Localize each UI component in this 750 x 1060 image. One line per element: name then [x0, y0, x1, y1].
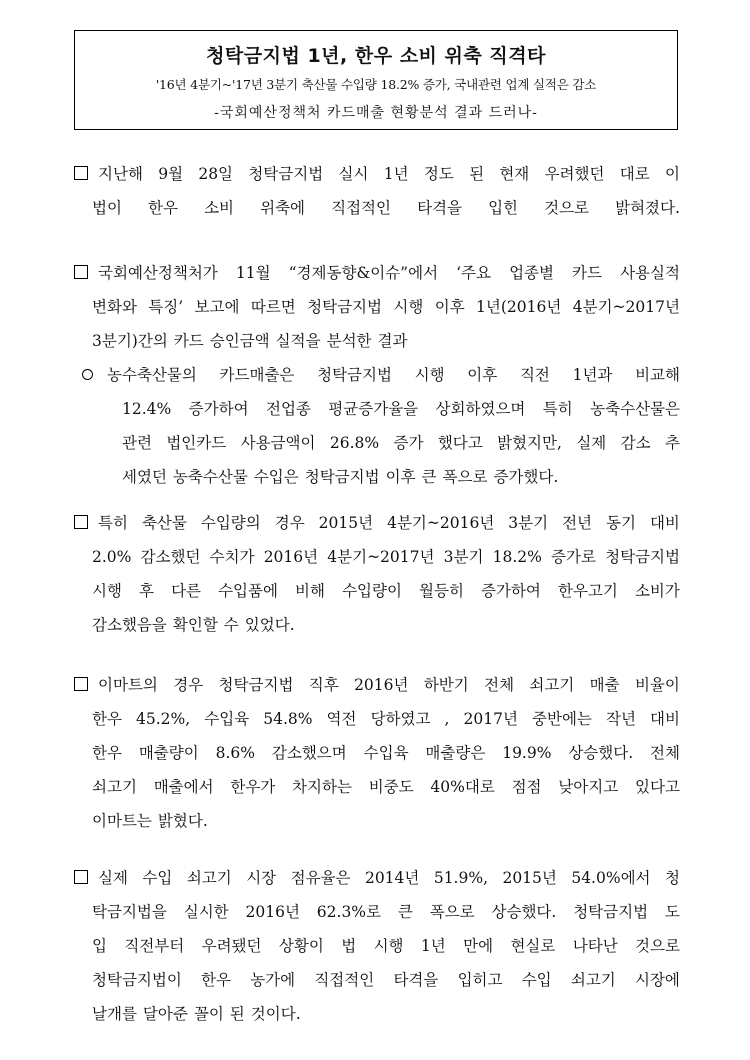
paragraph-4 — [74, 668, 680, 838]
word: 대비 — [649, 514, 680, 532]
word: 실제 — [576, 434, 607, 452]
word: 2.0% — [92, 548, 132, 566]
word: 입히고 — [457, 971, 503, 989]
word: 1년 — [383, 165, 409, 183]
word: 한우고기 — [557, 582, 618, 600]
word: 하반기 — [423, 676, 469, 694]
paragraph-5 — [74, 861, 680, 1031]
title-box — [74, 30, 678, 130]
document-title: 청탁금지법 1년, 한우 소비 위축 직격타 — [206, 45, 546, 67]
word: 시행 — [393, 298, 424, 316]
word: 경우 — [173, 676, 204, 694]
word: 시행 — [92, 582, 122, 600]
word: 1년과 — [572, 366, 613, 384]
word: 있었다. — [244, 616, 295, 634]
line-text — [98, 157, 680, 191]
word: 1년 — [420, 937, 446, 955]
paragraph-line — [74, 929, 680, 963]
word: 된 — [229, 1005, 245, 1023]
word: 타격을 — [393, 971, 439, 989]
word: 이후 — [385, 468, 416, 486]
word: 증가하여 — [481, 582, 541, 600]
document-subtitle-secondary: -국회예산정책처 카드매출 현황분석 결과 드러나- — [214, 105, 538, 121]
word: 12.4% — [122, 400, 172, 418]
word: 이후 — [434, 298, 465, 316]
word: 상승했다. — [568, 744, 634, 762]
word: 대로 — [619, 165, 650, 183]
word: 수입량이 — [342, 582, 402, 600]
word: 나타난 — [572, 937, 618, 955]
word: 밝혀졌다. — [615, 199, 680, 217]
word: 특히 — [98, 514, 128, 532]
word: 분석한 — [326, 332, 372, 350]
word: 실적을 — [275, 332, 321, 350]
word: 청탁금지법 — [307, 298, 383, 316]
word: 중반에는 — [532, 710, 592, 728]
document-subtitle: '16년 4분기~'17년 3분기 축산물 수입량 18.2% 증가, 국내관련 업계 실적은 감소 — [155, 77, 597, 92]
word: 2016년 — [354, 676, 409, 694]
word: 농축수산물 — [172, 468, 248, 486]
word: 수치가 — [209, 548, 255, 566]
word: 매출량이 — [138, 744, 199, 762]
word: 실제 — [98, 869, 128, 887]
word: 변화와 — [92, 298, 137, 316]
word: 2015년 — [318, 514, 374, 532]
word: 대비 — [650, 710, 680, 728]
word: 위축에 — [260, 199, 306, 217]
word: 폭으로 — [442, 468, 488, 486]
word: 시장에 — [634, 971, 680, 989]
word: 4분기~2017년 — [327, 548, 435, 566]
word: 소비 — [204, 199, 235, 217]
word: 4분기~2016년 — [387, 514, 495, 532]
word: 11월 — [235, 264, 271, 282]
word: 청탁금지법 — [573, 903, 649, 921]
circle-bullet-icon — [82, 369, 93, 380]
word: 경우 — [274, 514, 305, 532]
word: 카드 — [572, 264, 602, 282]
word: 큰 — [397, 903, 413, 921]
sub-bullet-line — [74, 426, 680, 460]
word: 상회하였으며 — [435, 400, 526, 418]
word: 쇠고기 — [186, 869, 232, 887]
word: 3분기 — [508, 514, 549, 532]
word: 쇠고기 — [92, 778, 137, 796]
word: 매출에서 — [153, 778, 214, 796]
word: 직후 — [308, 676, 339, 694]
word: , — [444, 710, 450, 728]
word: 54.8% — [263, 710, 313, 728]
word: 당하였고 — [370, 710, 431, 728]
paragraph-line — [74, 324, 680, 358]
word: 입 — [92, 937, 107, 955]
word: “경제동향&이슈”에서 — [288, 264, 439, 282]
word: 폭으로 — [429, 903, 475, 921]
word: 이후 — [467, 366, 498, 384]
word: 감소했던 — [140, 548, 201, 566]
word: 감소 — [620, 434, 651, 452]
word: 이 — [664, 165, 680, 183]
paragraph-line — [74, 963, 680, 997]
word: 전업종 — [265, 400, 311, 418]
checkbox-bullet-icon — [74, 677, 88, 691]
word: 54.0%에서 — [571, 869, 651, 887]
word: 51.9%, — [433, 869, 488, 887]
paragraph-line — [74, 290, 680, 324]
word: 타격을 — [417, 199, 462, 217]
word: 한우 — [201, 971, 231, 989]
paragraph-1 — [74, 157, 680, 225]
word: 시행 — [373, 937, 404, 955]
word: 전년 — [562, 514, 593, 532]
paragraph-line — [74, 574, 680, 608]
word: 소비가 — [634, 582, 680, 600]
word: 것으로 — [544, 199, 590, 217]
word: 실시 — [338, 165, 369, 183]
word: 후 — [139, 582, 154, 600]
paragraph-line — [74, 804, 680, 838]
word: 있다고 — [634, 778, 680, 796]
word: 보고에 — [194, 298, 240, 316]
word: 26.8% — [329, 434, 380, 452]
paragraph-line — [74, 668, 680, 702]
word: 2014년 — [364, 869, 420, 887]
checkbox-bullet-icon — [74, 515, 88, 529]
word: 증가로 — [551, 548, 596, 566]
word: 한우 — [92, 744, 122, 762]
word: 수입품에 — [218, 582, 278, 600]
word: 작년 — [605, 710, 636, 728]
word: 비중도 — [368, 778, 414, 796]
word: 2015년 — [502, 869, 557, 887]
word: 45.2%, — [136, 710, 191, 728]
word: 한우가 — [230, 778, 276, 796]
paragraph-line — [74, 997, 680, 1031]
word: 청탁금지법이 — [92, 971, 182, 989]
word: 차지하는 — [292, 778, 352, 796]
checkbox-bullet-icon — [74, 265, 88, 279]
word: 시행 — [414, 366, 445, 384]
word: 수입육 — [363, 744, 409, 762]
word: 밝혔다. — [157, 812, 208, 830]
word: 카드 — [173, 332, 204, 350]
paragraph-line — [74, 861, 680, 895]
line-text — [98, 256, 680, 290]
paragraph-line — [74, 256, 680, 290]
word: 직전부터 — [124, 937, 185, 955]
word: 평균증가율을 — [328, 400, 419, 418]
word: 수 — [223, 616, 239, 634]
word: 달아준 — [142, 1005, 188, 1023]
word: 직접적인 — [314, 971, 375, 989]
word: 직접적인 — [331, 199, 391, 217]
paragraph-3 — [74, 506, 680, 642]
word: 청탁금지법 — [248, 165, 324, 183]
word: 우려했던 — [544, 165, 605, 183]
word: 것이다. — [250, 1005, 301, 1023]
word: 3분기)간의 — [92, 332, 168, 350]
word: 관련 — [122, 434, 152, 452]
word: 4분기~2017년 — [572, 298, 680, 316]
word: 40%대로 — [430, 778, 495, 796]
word: 탁금지법을 — [92, 903, 167, 921]
word: 수입 — [521, 971, 552, 989]
word: 국회예산정책처가 — [98, 264, 218, 282]
word: 감소했음을 — [92, 616, 167, 634]
word: 동기 — [606, 514, 636, 532]
word: 특히 — [542, 400, 573, 418]
word: 비교해 — [635, 366, 680, 384]
word: 직전 — [519, 366, 550, 384]
word: 비해 — [295, 582, 325, 600]
word: 전체 — [484, 676, 515, 694]
word: 법인카드 — [166, 434, 227, 452]
word: 만에 — [463, 937, 494, 955]
word: 법 — [341, 937, 357, 955]
word: 9월 — [158, 165, 184, 183]
word: 법이 — [92, 199, 122, 217]
word: 월등히 — [419, 582, 464, 600]
line-text — [107, 358, 680, 392]
word: 비율이 — [634, 676, 680, 694]
word: 62.3%로 — [316, 903, 382, 921]
word: 수입육 — [204, 710, 250, 728]
word: 밝혔지만, — [497, 434, 562, 452]
word: 2016년 — [245, 903, 300, 921]
word: 꼴이 — [193, 1005, 224, 1023]
line-text — [98, 668, 680, 702]
word: 1년(2016년 — [476, 298, 562, 316]
word: 따르면 — [250, 298, 296, 316]
word: 상황이 — [278, 937, 324, 955]
word: 점유율은 — [290, 869, 351, 887]
word: 현실로 — [510, 937, 556, 955]
word: 한우 — [92, 710, 122, 728]
word: 이마트는 — [92, 812, 152, 830]
word: 시장 — [246, 869, 277, 887]
word: 매출 — [589, 676, 620, 694]
word: 감소했으며 — [271, 744, 347, 762]
word: 정도 — [423, 165, 454, 183]
word: 입힌 — [488, 199, 519, 217]
word: 2016년 — [263, 548, 319, 566]
word: 수입은 — [253, 468, 299, 486]
word: 상승했다. — [491, 903, 557, 921]
word: 농가에 — [250, 971, 296, 989]
paragraph-line — [74, 540, 680, 574]
paragraph-line — [74, 770, 680, 804]
word: 매출량은 — [425, 744, 486, 762]
word: 우려됐던 — [201, 937, 262, 955]
word: 농축수산물은 — [590, 400, 680, 418]
word: 청탁금지법 — [304, 468, 380, 486]
paragraph-line — [74, 736, 680, 770]
paragraph-2 — [74, 256, 680, 494]
word: 세였던 — [122, 468, 167, 486]
word: 축산물 — [141, 514, 187, 532]
word: 했다고 — [437, 434, 483, 452]
word: 것으로 — [635, 937, 680, 955]
paragraph-line — [74, 157, 680, 191]
word: 수입 — [142, 869, 173, 887]
word: 낮아지고 — [558, 778, 619, 796]
word: 2017년 — [463, 710, 518, 728]
word: 카드매출은 — [219, 366, 295, 384]
word: 사용실적 — [620, 264, 680, 282]
word: 도 — [664, 903, 680, 921]
word: 28일 — [198, 165, 234, 183]
sub-bullet-line — [74, 392, 680, 426]
paragraph-line — [74, 895, 680, 929]
word: 날개를 — [92, 1005, 137, 1023]
word: 18.2% — [492, 548, 542, 566]
word: 한우 — [148, 199, 178, 217]
word: 청탁금지법 — [218, 676, 294, 694]
word: ‘주요 — [456, 264, 491, 282]
word: 쇠고기 — [570, 971, 616, 989]
word: 실시한 — [183, 903, 229, 921]
word: 19.9% — [502, 744, 552, 762]
word: 다른 — [171, 582, 202, 600]
word: 역전 — [326, 710, 357, 728]
word: 증가 — [393, 434, 424, 452]
word: 증가했다. — [493, 468, 559, 486]
word: 결과 — [377, 332, 408, 350]
word: 농수축산물의 — [107, 366, 197, 384]
word: 이마트의 — [98, 676, 158, 694]
line-text — [98, 506, 680, 540]
word: 수입량의 — [200, 514, 261, 532]
word: 된 — [469, 165, 485, 183]
word: 추 — [664, 434, 680, 452]
word: 증가하여 — [188, 400, 249, 418]
word: 특징’ — [148, 298, 184, 316]
word: 점점 — [511, 778, 542, 796]
word: 확인할 — [172, 616, 218, 634]
word: 승인금액 — [209, 332, 270, 350]
checkbox-bullet-icon — [74, 870, 88, 884]
word: 사용금액이 — [240, 434, 316, 452]
checkbox-bullet-icon — [74, 166, 88, 180]
sub-bullet-line — [74, 358, 680, 392]
word: 청탁금지법 — [605, 548, 680, 566]
sub-bullet-line — [74, 460, 680, 494]
word: 전체 — [650, 744, 680, 762]
line-text — [98, 861, 680, 895]
word: 3분기 — [443, 548, 484, 566]
word: 청탁금지법 — [317, 366, 392, 384]
paragraph-line — [74, 608, 680, 642]
paragraph-line — [74, 702, 680, 736]
word: 현재 — [499, 165, 530, 183]
word: 큰 — [421, 468, 437, 486]
word: 8.6% — [215, 744, 255, 762]
paragraph-line — [74, 506, 680, 540]
paragraph-line — [74, 191, 680, 225]
word: 청 — [664, 869, 680, 887]
word: 쇠고기 — [529, 676, 575, 694]
word: 업종별 — [509, 264, 554, 282]
word: 지난해 — [98, 165, 143, 183]
